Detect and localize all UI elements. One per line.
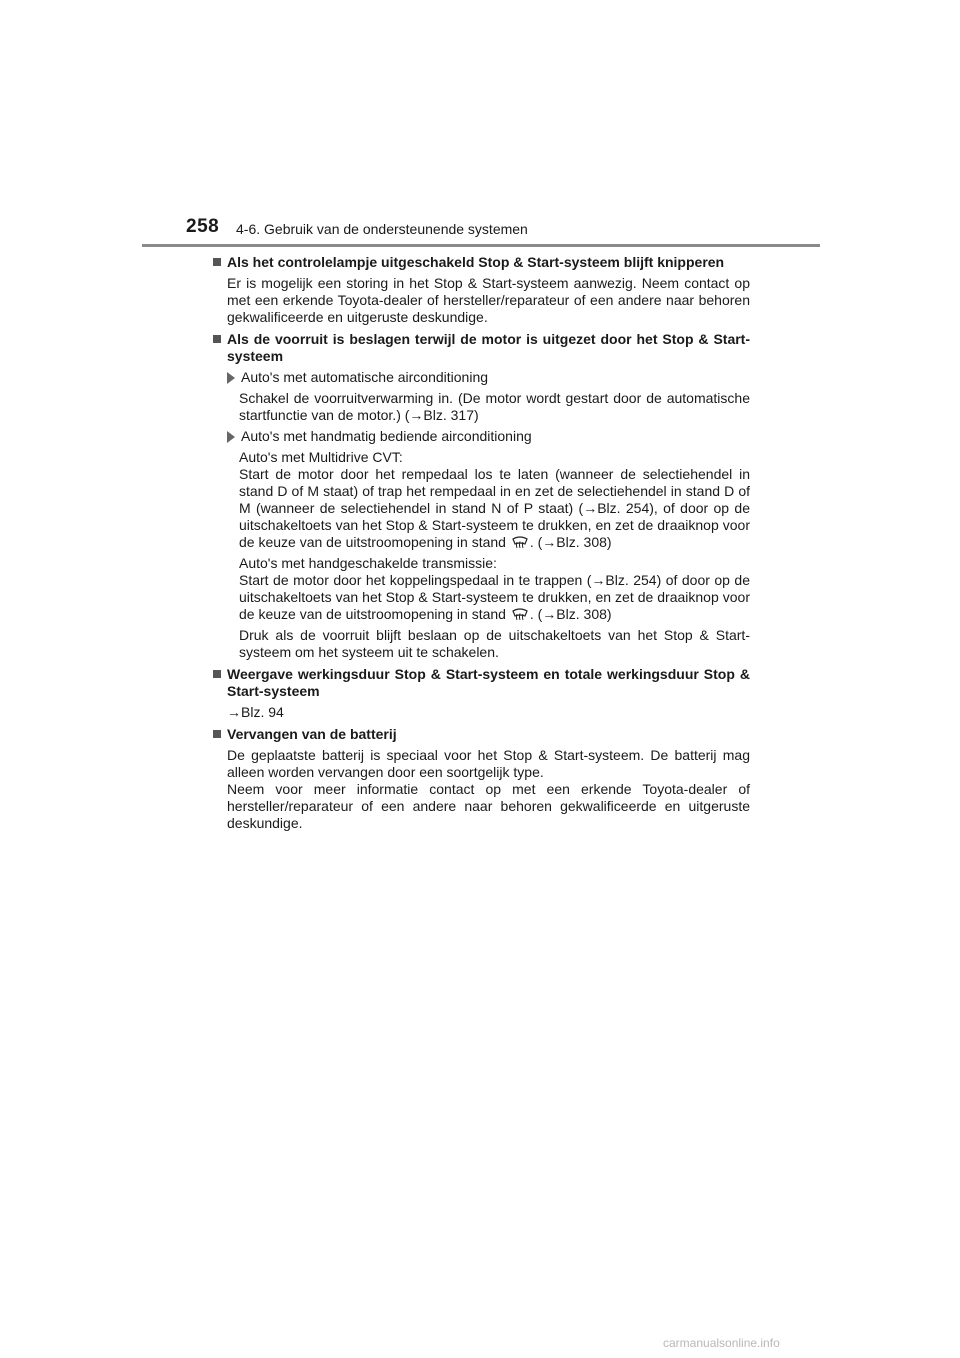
subsection-body: Schakel de voorruitverwarming in. (De motor wordt gestart door de automatische startfunctie van de motor.) (→Blz. 317)	[239, 390, 750, 423]
square-bullet-icon	[213, 258, 221, 266]
subsection-heading-manual-ac: Auto's met handmatig bediende airconditioning	[210, 428, 750, 445]
paragraph-label: Auto's met Multidrive CVT:	[239, 449, 403, 465]
square-bullet-icon	[213, 730, 221, 738]
paragraph-multidrive-cvt: Auto's met Multidrive CVT: Start de motor door het rempedaal los te laten (wanneer de selectiehendel in stand D of M staat) of trap het rempedaal in en zet de selectiehendel in stand D of M (wanneer de selectiehendel in stand N of P staat) (→Blz. 254), of door op de uitschakeltoets van het Stop & Start-systeem te drukken, en zet de draaiknop voor de keuze van de uitstroomopening in stand . (→Blz. 308)	[239, 449, 750, 550]
page-header	[0, 0, 960, 250]
page-number: 258	[186, 216, 220, 237]
square-bullet-icon	[213, 335, 221, 343]
subsection-heading-automatic-ac: Auto's met automatische airconditioning	[210, 369, 750, 386]
section-operating-time-display	[210, 666, 750, 721]
paragraph-label: Auto's met handgeschakelde transmissie:	[239, 555, 497, 571]
section-body: Er is mogelijk een storing in het Stop & Start-systeem aanwezig. Neem contact op met een erkende Toyota-dealer of hersteller/reparateur of een andere naar behoren gekwalificeerde en uitgeruste deskundige.	[227, 275, 750, 325]
windshield-defroster-icon	[512, 536, 528, 549]
windshield-defroster-icon	[512, 608, 528, 621]
section-battery-replacement	[210, 726, 750, 832]
header-divider	[142, 244, 820, 247]
section-heading: Vervangen van de batterij	[210, 726, 750, 743]
section-body: →Blz. 94	[227, 704, 284, 720]
triangle-bullet-icon	[227, 372, 235, 384]
section-heading: Als de voorruit is beslagen terwijl de motor is uitgezet door het Stop & Start-systeem	[210, 331, 750, 365]
section-indicator-blinking	[210, 254, 750, 326]
section-heading: Weergave werkingsduur Stop & Start-systeem en totale werkingsduur Stop & Start-systeem	[210, 666, 750, 700]
square-bullet-icon	[213, 670, 221, 678]
page-content	[210, 254, 750, 837]
section-title: 4-6. Gebruik van de ondersteunende systemen	[236, 221, 528, 237]
watermark-text: carmanualsonline.info	[663, 1336, 780, 1350]
section-heading: Als het controlelampje uitgeschakeld Stop & Start-systeem blijft knipperen	[210, 254, 750, 271]
triangle-bullet-icon	[227, 431, 235, 443]
paragraph-keep-fogging: Druk als de voorruit blijft beslaan op de uitschakeltoets van het Stop & Start-systeem om het systeem uit te schakelen.	[239, 627, 750, 660]
section-windshield-fogged	[210, 331, 750, 661]
paragraph-manual-transmission: Auto's met handgeschakelde transmissie: Start de motor door het koppelingspedaal in te trappen (→Blz. 254) of door op de uitschakeltoets van het Stop & Start-systeem te drukken, en zet de draaiknop voor de keuze van de uitstroomopening in stand . (→Blz. 308)	[239, 555, 750, 622]
subsection-body	[210, 449, 750, 661]
section-body: De geplaatste batterij is speciaal voor het Stop & Start-systeem. De batterij mag alleen worden vervangen door een soortgelijk type. Neem voor meer informatie contact op met een erkende Toyota-dealer of hersteller/reparateur of een andere naar behoren gekwalificeerde en uitgeruste deskundige.	[227, 747, 750, 831]
